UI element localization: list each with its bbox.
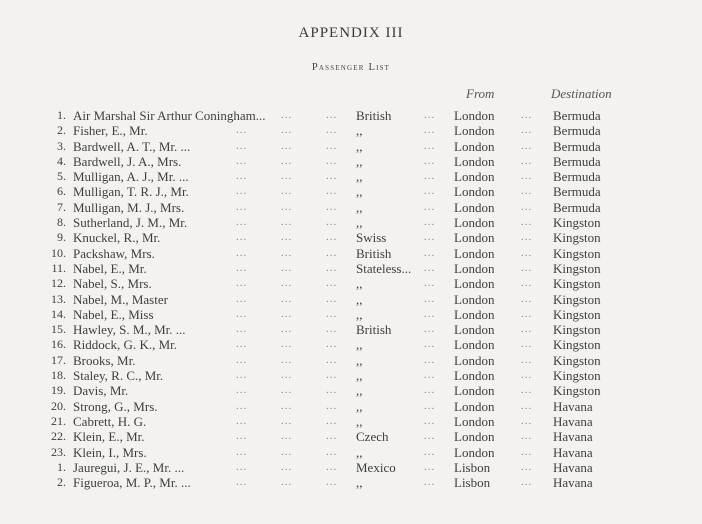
passenger-name: Mulligan, M. J., Mrs. bbox=[73, 199, 185, 215]
leader-dots: ... bbox=[521, 399, 533, 412]
passenger-from: London bbox=[454, 245, 495, 261]
passenger-name: Bardwell, A. T., Mr. ... bbox=[73, 138, 191, 154]
passenger-name: Staley, R. C., Mr. bbox=[73, 368, 164, 384]
passenger-nationality: Swiss bbox=[356, 230, 387, 246]
leader-dots: ... bbox=[521, 323, 533, 336]
leader-dots: ... bbox=[521, 109, 533, 121]
leader-dots: ... bbox=[521, 124, 533, 137]
passenger-number: 19. bbox=[51, 383, 66, 398]
leader-dots: ... bbox=[424, 246, 436, 259]
leader-dots: ... bbox=[521, 338, 533, 351]
leader-dots: ... bbox=[521, 246, 533, 259]
passenger-name: Bardwell, J. A., Mrs. bbox=[73, 153, 182, 169]
passenger-nationality: ,, bbox=[356, 337, 363, 353]
leader-dots: ... bbox=[281, 414, 293, 427]
leader-dots: ... bbox=[281, 430, 293, 443]
leader-dots: ... bbox=[236, 384, 248, 397]
passenger-from: London bbox=[454, 153, 495, 169]
passenger-from: London bbox=[454, 368, 495, 384]
passenger-row bbox=[0, 169, 702, 184]
leader-dots: ... bbox=[281, 323, 293, 336]
leader-dots: ... bbox=[326, 414, 338, 427]
leader-dots: ... bbox=[521, 185, 533, 198]
leader-dots: ... bbox=[281, 353, 293, 366]
passenger-number: 5. bbox=[57, 169, 66, 184]
passenger-nationality: ,, bbox=[356, 306, 363, 322]
passenger-name: Nabel, E., Mr. bbox=[73, 260, 147, 276]
passenger-destination: Kingston bbox=[553, 291, 601, 307]
passenger-nationality: Stateless... bbox=[356, 260, 412, 276]
passenger-name: Nabel, M., Master bbox=[73, 291, 168, 307]
leader-dots: ... bbox=[424, 414, 436, 427]
passenger-name: Fisher, E., Mr. bbox=[73, 123, 148, 139]
leader-dots: ... bbox=[281, 476, 293, 489]
leader-dots: ... bbox=[236, 200, 248, 213]
passenger-row bbox=[0, 184, 702, 199]
leader-dots: ... bbox=[281, 109, 293, 121]
passenger-nationality: British bbox=[356, 245, 392, 261]
leader-dots: ... bbox=[521, 277, 533, 290]
passenger-destination: Havana bbox=[553, 413, 593, 429]
leader-dots: ... bbox=[326, 109, 338, 121]
leader-dots: ... bbox=[521, 154, 533, 167]
leader-dots: ... bbox=[281, 124, 293, 137]
leader-dots: ... bbox=[236, 277, 248, 290]
leader-dots: ... bbox=[424, 139, 436, 152]
leader-dots: ... bbox=[521, 476, 533, 489]
leader-dots: ... bbox=[281, 307, 293, 320]
passenger-number: 2. bbox=[57, 123, 66, 138]
passenger-name: Packshaw, Mrs. bbox=[73, 245, 155, 261]
passenger-row bbox=[0, 414, 702, 429]
leader-dots: ... bbox=[521, 231, 533, 244]
passenger-row bbox=[0, 139, 702, 154]
leader-dots: ... bbox=[424, 109, 436, 121]
leader-dots: ... bbox=[424, 476, 436, 489]
passenger-nationality: ,, bbox=[356, 199, 363, 215]
passenger-name: Strong, G., Mrs. bbox=[73, 398, 158, 414]
leader-dots: ... bbox=[424, 170, 436, 183]
leader-dots: ... bbox=[424, 307, 436, 320]
leader-dots: ... bbox=[281, 261, 293, 274]
passenger-name: Klein, E., Mr. bbox=[73, 429, 145, 445]
leader-dots: ... bbox=[326, 399, 338, 412]
leader-dots: ... bbox=[424, 261, 436, 274]
passenger-row bbox=[0, 368, 702, 383]
passenger-destination: Kingston bbox=[553, 230, 601, 246]
leader-dots: ... bbox=[236, 154, 248, 167]
page-subheading: Passenger List bbox=[311, 62, 391, 73]
passenger-nationality: Mexico bbox=[356, 459, 396, 475]
passenger-destination: Havana bbox=[553, 475, 593, 491]
leader-dots: ... bbox=[236, 414, 248, 427]
passenger-destination: Havana bbox=[553, 398, 593, 414]
leader-dots: ... bbox=[326, 384, 338, 397]
leader-dots: ... bbox=[424, 124, 436, 137]
passenger-destination: Bermuda bbox=[553, 138, 601, 154]
leader-dots: ... bbox=[281, 384, 293, 397]
leader-dots: ... bbox=[326, 170, 338, 183]
passenger-row bbox=[0, 108, 702, 123]
leader-dots: ... bbox=[281, 369, 293, 382]
leader-dots: ... bbox=[236, 246, 248, 259]
passenger-from: Lisbon bbox=[454, 459, 491, 475]
passenger-name: Figueroa, M. P., Mr. ... bbox=[73, 475, 191, 491]
leader-dots: ... bbox=[424, 154, 436, 167]
leader-dots: ... bbox=[281, 170, 293, 183]
passenger-list bbox=[0, 108, 702, 490]
passenger-row bbox=[0, 276, 702, 291]
passenger-number: 14. bbox=[51, 306, 66, 321]
leader-dots: ... bbox=[521, 353, 533, 366]
passenger-name: Nabel, S., Mrs. bbox=[73, 276, 152, 292]
passenger-number: 20. bbox=[51, 398, 66, 413]
leader-dots: ... bbox=[521, 139, 533, 152]
leader-dots: ... bbox=[326, 216, 338, 229]
passenger-nationality: ,, bbox=[356, 123, 363, 139]
passenger-from: London bbox=[454, 291, 495, 307]
passenger-nationality: ,, bbox=[356, 169, 363, 185]
leader-dots: ... bbox=[521, 200, 533, 213]
passenger-destination: Bermuda bbox=[553, 123, 601, 139]
leader-dots: ... bbox=[236, 476, 248, 489]
passenger-number: 16. bbox=[51, 337, 66, 352]
passenger-row bbox=[0, 399, 702, 414]
passenger-nationality: British bbox=[356, 108, 392, 123]
passenger-from: London bbox=[454, 398, 495, 414]
column-header-destination: Destination bbox=[551, 86, 612, 101]
leader-dots: ... bbox=[424, 185, 436, 198]
passenger-name: Riddock, G. K., Mr. bbox=[73, 337, 177, 353]
passenger-destination: Kingston bbox=[553, 215, 601, 231]
passenger-name: Mulligan, T. R. J., Mr. bbox=[73, 184, 189, 200]
passenger-from: London bbox=[454, 169, 495, 185]
passenger-from: London bbox=[454, 215, 495, 231]
passenger-destination: Bermuda bbox=[553, 108, 601, 123]
passenger-row bbox=[0, 383, 702, 398]
leader-dots: ... bbox=[236, 353, 248, 366]
leader-dots: ... bbox=[281, 277, 293, 290]
leader-dots: ... bbox=[236, 323, 248, 336]
passenger-number: 7. bbox=[57, 199, 66, 214]
passenger-name: Sutherland, J. M., Mr. bbox=[73, 215, 188, 231]
passenger-destination: Havana bbox=[553, 429, 593, 445]
passenger-destination: Bermuda bbox=[553, 199, 601, 215]
passenger-from: London bbox=[454, 260, 495, 276]
leader-dots: ... bbox=[236, 460, 248, 473]
passenger-number: 6. bbox=[57, 184, 66, 199]
passenger-number: 23. bbox=[51, 444, 66, 459]
leader-dots: ... bbox=[424, 231, 436, 244]
passenger-from: London bbox=[454, 199, 495, 215]
leader-dots: ... bbox=[281, 185, 293, 198]
leader-dots: ... bbox=[281, 460, 293, 473]
passenger-row bbox=[0, 215, 702, 230]
leader-dots: ... bbox=[236, 369, 248, 382]
leader-dots: ... bbox=[236, 170, 248, 183]
leader-dots: ... bbox=[236, 338, 248, 351]
leader-dots: ... bbox=[236, 261, 248, 274]
leader-dots: ... bbox=[326, 246, 338, 259]
passenger-nationality: ,, bbox=[356, 398, 363, 414]
passenger-row bbox=[0, 200, 702, 215]
passenger-nationality: ,, bbox=[356, 138, 363, 154]
passenger-nationality: ,, bbox=[356, 184, 363, 200]
passenger-name: Nabel, E., Miss bbox=[73, 306, 154, 322]
leader-dots: ... bbox=[281, 231, 293, 244]
passenger-name: Cabrett, H. G. bbox=[73, 413, 147, 429]
passenger-nationality: ,, bbox=[356, 413, 363, 429]
passenger-destination: Kingston bbox=[553, 322, 601, 338]
leader-dots: ... bbox=[281, 292, 293, 305]
leader-dots: ... bbox=[236, 399, 248, 412]
leader-dots: ... bbox=[521, 216, 533, 229]
passenger-number: 13. bbox=[51, 291, 66, 306]
passenger-row bbox=[0, 230, 702, 245]
leader-dots: ... bbox=[424, 460, 436, 473]
passenger-nationality: British bbox=[356, 322, 392, 338]
passenger-number: 4. bbox=[57, 153, 66, 168]
passenger-row bbox=[0, 123, 702, 138]
leader-dots: ... bbox=[236, 216, 248, 229]
leader-dots: ... bbox=[424, 200, 436, 213]
passenger-row bbox=[0, 475, 702, 490]
leader-dots: ... bbox=[521, 384, 533, 397]
leader-dots: ... bbox=[236, 307, 248, 320]
passenger-row bbox=[0, 353, 702, 368]
passenger-number: 12. bbox=[51, 276, 66, 291]
leader-dots: ... bbox=[326, 231, 338, 244]
leader-dots: ... bbox=[424, 369, 436, 382]
passenger-row bbox=[0, 307, 702, 322]
passenger-nationality: ,, bbox=[356, 368, 363, 384]
passenger-from: London bbox=[454, 276, 495, 292]
passenger-number: 21. bbox=[51, 413, 66, 428]
passenger-number: 1. bbox=[57, 108, 66, 122]
passenger-number: 2. bbox=[57, 475, 66, 490]
passenger-number: 1. bbox=[57, 459, 66, 474]
passenger-name: Davis, Mr. bbox=[73, 383, 129, 399]
passenger-name: Hawley, S. M., Mr. ... bbox=[73, 322, 186, 338]
passenger-name: Knuckel, R., Mr. bbox=[73, 230, 161, 246]
leader-dots: ... bbox=[326, 307, 338, 320]
leader-dots: ... bbox=[236, 445, 248, 458]
passenger-name: Air Marshal Sir Arthur Coningham... bbox=[73, 108, 266, 123]
passenger-row bbox=[0, 429, 702, 444]
leader-dots: ... bbox=[326, 369, 338, 382]
passenger-destination: Kingston bbox=[553, 245, 601, 261]
leader-dots: ... bbox=[521, 369, 533, 382]
leader-dots: ... bbox=[326, 124, 338, 137]
leader-dots: ... bbox=[236, 139, 248, 152]
leader-dots: ... bbox=[236, 231, 248, 244]
passenger-nationality: ,, bbox=[356, 352, 363, 368]
leader-dots: ... bbox=[424, 292, 436, 305]
passenger-nationality: ,, bbox=[356, 475, 363, 491]
passenger-destination: Kingston bbox=[553, 260, 601, 276]
passenger-from: London bbox=[454, 108, 495, 123]
leader-dots: ... bbox=[236, 292, 248, 305]
passenger-from: London bbox=[454, 123, 495, 139]
leader-dots: ... bbox=[326, 323, 338, 336]
leader-dots: ... bbox=[424, 353, 436, 366]
passenger-from: London bbox=[454, 322, 495, 338]
passenger-destination: Havana bbox=[553, 444, 593, 460]
leader-dots: ... bbox=[521, 445, 533, 458]
leader-dots: ... bbox=[521, 261, 533, 274]
leader-dots: ... bbox=[424, 430, 436, 443]
passenger-destination: Bermuda bbox=[553, 153, 601, 169]
passenger-from: London bbox=[454, 184, 495, 200]
leader-dots: ... bbox=[424, 384, 436, 397]
leader-dots: ... bbox=[326, 139, 338, 152]
leader-dots: ... bbox=[236, 185, 248, 198]
passenger-row bbox=[0, 261, 702, 276]
passenger-number: 18. bbox=[51, 368, 66, 383]
passenger-number: 10. bbox=[51, 245, 66, 260]
passenger-destination: Bermuda bbox=[553, 184, 601, 200]
leader-dots: ... bbox=[424, 277, 436, 290]
passenger-from: London bbox=[454, 306, 495, 322]
passenger-name: Mulligan, A. J., Mr. ... bbox=[73, 169, 189, 185]
leader-dots: ... bbox=[326, 261, 338, 274]
passenger-number: 22. bbox=[51, 429, 66, 444]
leader-dots: ... bbox=[326, 292, 338, 305]
passenger-destination: Kingston bbox=[553, 306, 601, 322]
passenger-nationality: Czech bbox=[356, 429, 389, 445]
leader-dots: ... bbox=[424, 338, 436, 351]
leader-dots: ... bbox=[236, 124, 248, 137]
leader-dots: ... bbox=[326, 460, 338, 473]
passenger-number: 9. bbox=[57, 230, 66, 245]
leader-dots: ... bbox=[521, 414, 533, 427]
leader-dots: ... bbox=[281, 154, 293, 167]
passenger-nationality: ,, bbox=[356, 215, 363, 231]
leader-dots: ... bbox=[521, 430, 533, 443]
leader-dots: ... bbox=[521, 460, 533, 473]
passenger-nationality: ,, bbox=[356, 276, 363, 292]
passenger-row bbox=[0, 445, 702, 460]
passenger-from: London bbox=[454, 138, 495, 154]
leader-dots: ... bbox=[281, 445, 293, 458]
passenger-destination: Kingston bbox=[553, 337, 601, 353]
leader-dots: ... bbox=[326, 277, 338, 290]
passenger-from: London bbox=[454, 413, 495, 429]
leader-dots: ... bbox=[326, 445, 338, 458]
leader-dots: ... bbox=[281, 338, 293, 351]
leader-dots: ... bbox=[521, 307, 533, 320]
passenger-from: London bbox=[454, 352, 495, 368]
leader-dots: ... bbox=[326, 430, 338, 443]
passenger-name: Brooks, Mr. bbox=[73, 352, 136, 368]
page-heading: APPENDIX III bbox=[298, 25, 404, 41]
passenger-nationality: ,, bbox=[356, 291, 363, 307]
leader-dots: ... bbox=[424, 216, 436, 229]
passenger-nationality: ,, bbox=[356, 383, 363, 399]
leader-dots: ... bbox=[424, 399, 436, 412]
column-header-from: From bbox=[466, 86, 495, 101]
leader-dots: ... bbox=[326, 200, 338, 213]
passenger-from: London bbox=[454, 429, 495, 445]
passenger-nationality: ,, bbox=[356, 444, 363, 460]
passenger-from: Lisbon bbox=[454, 475, 491, 491]
leader-dots: ... bbox=[521, 292, 533, 305]
passenger-destination: Kingston bbox=[553, 276, 601, 292]
passenger-destination: Havana bbox=[553, 459, 593, 475]
passenger-number: 17. bbox=[51, 352, 66, 367]
leader-dots: ... bbox=[281, 216, 293, 229]
passenger-row bbox=[0, 246, 702, 261]
passenger-destination: Bermuda bbox=[553, 169, 601, 185]
passenger-name: Jauregui, J. E., Mr. ... bbox=[73, 459, 185, 475]
passenger-number: 11. bbox=[51, 260, 66, 275]
leader-dots: ... bbox=[281, 139, 293, 152]
passenger-from: London bbox=[454, 444, 495, 460]
passenger-number: 15. bbox=[51, 322, 66, 337]
passenger-destination: Kingston bbox=[553, 368, 601, 384]
leader-dots: ... bbox=[281, 200, 293, 213]
passenger-from: London bbox=[454, 337, 495, 353]
passenger-row bbox=[0, 292, 702, 307]
passenger-number: 8. bbox=[57, 215, 66, 230]
passenger-destination: Kingston bbox=[553, 383, 601, 399]
leader-dots: ... bbox=[281, 246, 293, 259]
leader-dots: ... bbox=[424, 445, 436, 458]
passenger-row bbox=[0, 322, 702, 337]
leader-dots: ... bbox=[281, 399, 293, 412]
leader-dots: ... bbox=[326, 476, 338, 489]
leader-dots: ... bbox=[236, 430, 248, 443]
leader-dots: ... bbox=[326, 185, 338, 198]
leader-dots: ... bbox=[424, 323, 436, 336]
leader-dots: ... bbox=[326, 338, 338, 351]
passenger-nationality: ,, bbox=[356, 153, 363, 169]
passenger-destination: Kingston bbox=[553, 352, 601, 368]
passenger-row bbox=[0, 337, 702, 352]
leader-dots: ... bbox=[521, 170, 533, 183]
passenger-name: Klein, I., Mrs. bbox=[73, 444, 147, 460]
passenger-row bbox=[0, 154, 702, 169]
leader-dots: ... bbox=[326, 154, 338, 167]
passenger-from: London bbox=[454, 230, 495, 246]
passenger-from: London bbox=[454, 383, 495, 399]
passenger-row bbox=[0, 460, 702, 475]
passenger-number: 3. bbox=[57, 138, 66, 153]
leader-dots: ... bbox=[326, 353, 338, 366]
